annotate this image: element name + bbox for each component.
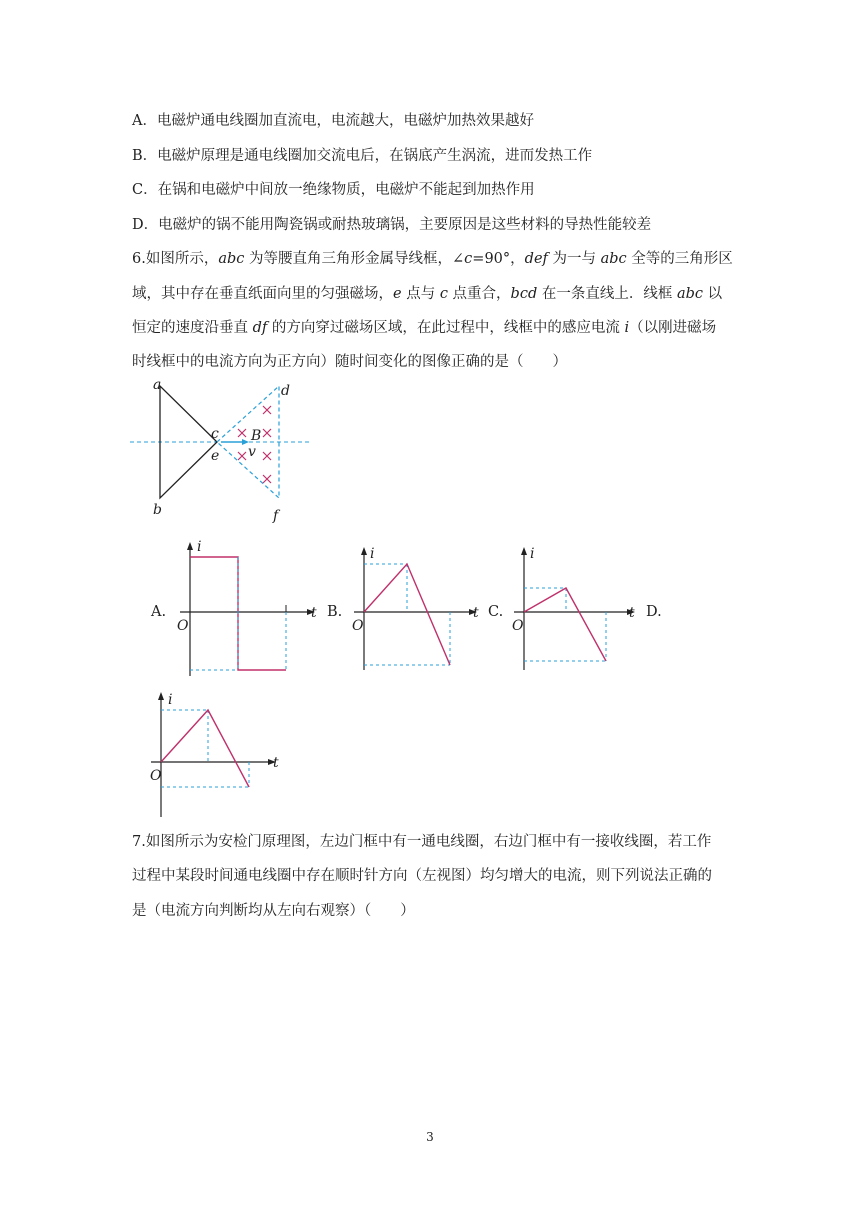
i-axis-arrow: [361, 547, 367, 555]
axis-label-t: t: [629, 605, 635, 621]
cross-mark: [238, 429, 246, 437]
cross-mark: [263, 406, 271, 414]
q6-stem-line-1: 6.如图所示，abc 为等腰直角三角形金属导线框，∠c=90°，def 为一与 abc 全等的三角形区: [132, 251, 733, 267]
label-a: a: [153, 377, 162, 393]
cross-mark: [263, 429, 271, 437]
label-B: B: [251, 428, 262, 444]
label-c: c: [211, 426, 219, 442]
axis-label-i: i: [197, 539, 202, 555]
label-d: d: [281, 383, 290, 399]
q6-main-figure: [125, 378, 315, 528]
q5-option-a: A．电磁炉通电线圈加直流电，电流越大，电磁炉加热效果越好: [132, 113, 534, 129]
i-axis-arrow: [521, 547, 527, 555]
option-b-label: B.: [327, 604, 343, 620]
option-b-graph: [350, 545, 490, 675]
origin-label: O: [177, 618, 189, 634]
axis-label-i: i: [370, 546, 375, 562]
axis-label-t: t: [273, 755, 279, 771]
q6-stem-line-2: 域，其中存在垂直纸面向里的匀强磁场，e 点与 c 点重合，bcd 在一条直线上．线框 abc 以: [132, 286, 723, 302]
current-curve: [161, 710, 249, 787]
q5-option-b: B．电磁炉原理是通电线圈加交流电后，在锅底产生涡流，进而发热工作: [132, 148, 593, 164]
i-axis-arrow: [158, 692, 164, 700]
label-v: v: [248, 444, 256, 460]
option-a-graph: [175, 540, 325, 680]
option-a-label: A.: [151, 604, 167, 620]
current-curve: [524, 588, 606, 661]
cross-mark: [238, 452, 246, 460]
q7-stem-line-2: 过程中某段时间通电线圈中存在顺时针方向（左视图）均匀增大的电流，则下列说法正确的: [132, 868, 712, 884]
origin-label: O: [150, 768, 162, 784]
axis-label-i: i: [530, 546, 535, 562]
q5-option-c: C．在锅和电磁炉中间放一绝缘物质，电磁炉不能起到加热作用: [132, 182, 535, 198]
q6-stem-line-4: 时线框中的电流方向为正方向）随时间变化的图像正确的是（ ）: [132, 354, 567, 370]
origin-label: O: [512, 618, 524, 634]
option-c-label: C.: [488, 604, 504, 620]
cross-mark: [263, 452, 271, 460]
q7-stem-line-3: 是（电流方向判断均从左向右观察）（ ）: [132, 903, 415, 919]
axis-label-i: i: [168, 692, 173, 708]
page-number: 3: [426, 1130, 434, 1144]
axis-label-t: t: [311, 605, 317, 621]
i-axis-arrow: [187, 542, 193, 550]
option-c-graph: [510, 545, 650, 675]
label-b: b: [153, 502, 162, 518]
q5-option-d: D．电磁炉的锅不能用陶瓷锅或耐热玻璃锅，主要原因是这些材料的导热性能较差: [132, 217, 652, 233]
option-d-graph: [148, 690, 288, 820]
origin-label: O: [352, 618, 364, 634]
label-e: e: [211, 448, 220, 464]
current-curve: [364, 564, 450, 665]
q7-stem-line-1: 7.如图所示为安检门原理图，左边门框中有一通电线圈，右边门框中有一接收线圈，若工作: [132, 834, 712, 850]
cross-mark: [263, 475, 271, 483]
option-d-label: D.: [646, 604, 662, 620]
label-f: f: [273, 508, 279, 524]
q6-stem-line-3: 恒定的速度沿垂直 df 的方向穿过磁场区域，在此过程中，线框中的感应电流 i（以刚进磁场: [132, 320, 717, 336]
axis-label-t: t: [473, 605, 479, 621]
